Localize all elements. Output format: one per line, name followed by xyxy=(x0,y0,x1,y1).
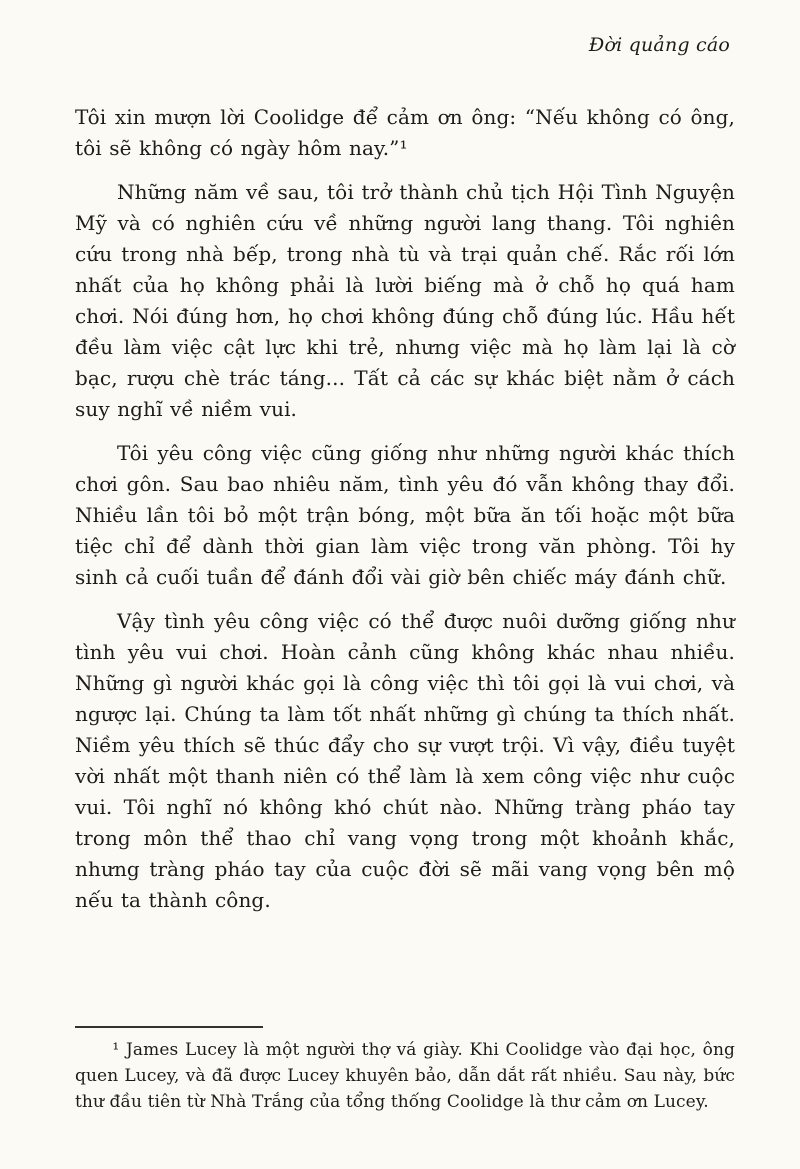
paragraph-2: Những năm về sau, tôi trở thành chủ tịch Hội Tình Nguyện Mỹ và có nghiên cứu về những người lang thang. Tôi nghiên cứu trong nhà bếp, trong nhà tù và trại quản chế. Rắc rối lớn nhất của họ không phải là lười biếng mà ở chỗ họ quá ham chơi. Nói đúng hơn, họ chơi không đúng chỗ đúng lúc. Hầu hết đều làm việc cật lực khi trẻ, nhưng việc mà họ làm lại là cờ bạc, rượu chè trác táng... Tất cả các sự khác biệt nằm ở cách suy nghĩ về niềm vui. xyxy=(75,180,735,421)
footnote-text: ¹ James Lucey là một người thợ vá giày. Khi Coolidge vào đại học, ông quen Lucey, và đã được Lucey khuyên bảo, dẫn dắt rất nhiều. Sau này, bức thư đầu tiên từ Nhà Trắng của tổng thống Coolidge là thư cảm ơn Lucey. xyxy=(75,1040,735,1112)
paragraph-3: Tôi yêu công việc cũng giống như những người khác thích chơi gôn. Sau bao nhiêu năm, tình yêu đó vẫn không thay đổi. Nhiều lần tôi bỏ một trận bóng, một bữa ăn tối hoặc một bữa tiệc chỉ để dành thời gian làm việc trong văn phòng. Tôi hy sinh cả cuối tuần để đánh đổi vài giờ bên chiếc máy đánh chữ. xyxy=(75,441,735,589)
paragraph-4: Vậy tình yêu công việc có thể được nuôi dưỡng giống như tình yêu vui chơi. Hoàn cảnh cũng không khác nhau nhiều. Những gì người khác gọi là công việc thì tôi gọi là vui chơi, và ngược lại. Chúng ta làm tốt nhất những gì chúng ta thích nhất. Niềm yêu thích sẽ thúc đẩy cho sự vượt trội. Vì vậy, điều tuyệt vời nhất một thanh niên có thể làm là xem công việc như cuộc vui. Tôi nghĩ nó không khó chút nào. Những tràng pháo tay trong môn thể thao chỉ vang vọng trong một khoảnh khắc, nhưng tràng pháo tay của cuộc đời sẽ mãi vang vọng bên mộ nếu ta thành công. xyxy=(75,609,735,912)
running-header: Đời quảng cáo xyxy=(588,34,730,56)
footnote-divider xyxy=(75,1026,263,1028)
paragraph-1: Tôi xin mượn lời Coolidge để cảm ơn ông: “Nếu không có ông, tôi sẽ không có ngày hôm nay.”¹ xyxy=(75,105,735,160)
body-text xyxy=(75,102,735,929)
footnote-area xyxy=(75,1026,735,1115)
